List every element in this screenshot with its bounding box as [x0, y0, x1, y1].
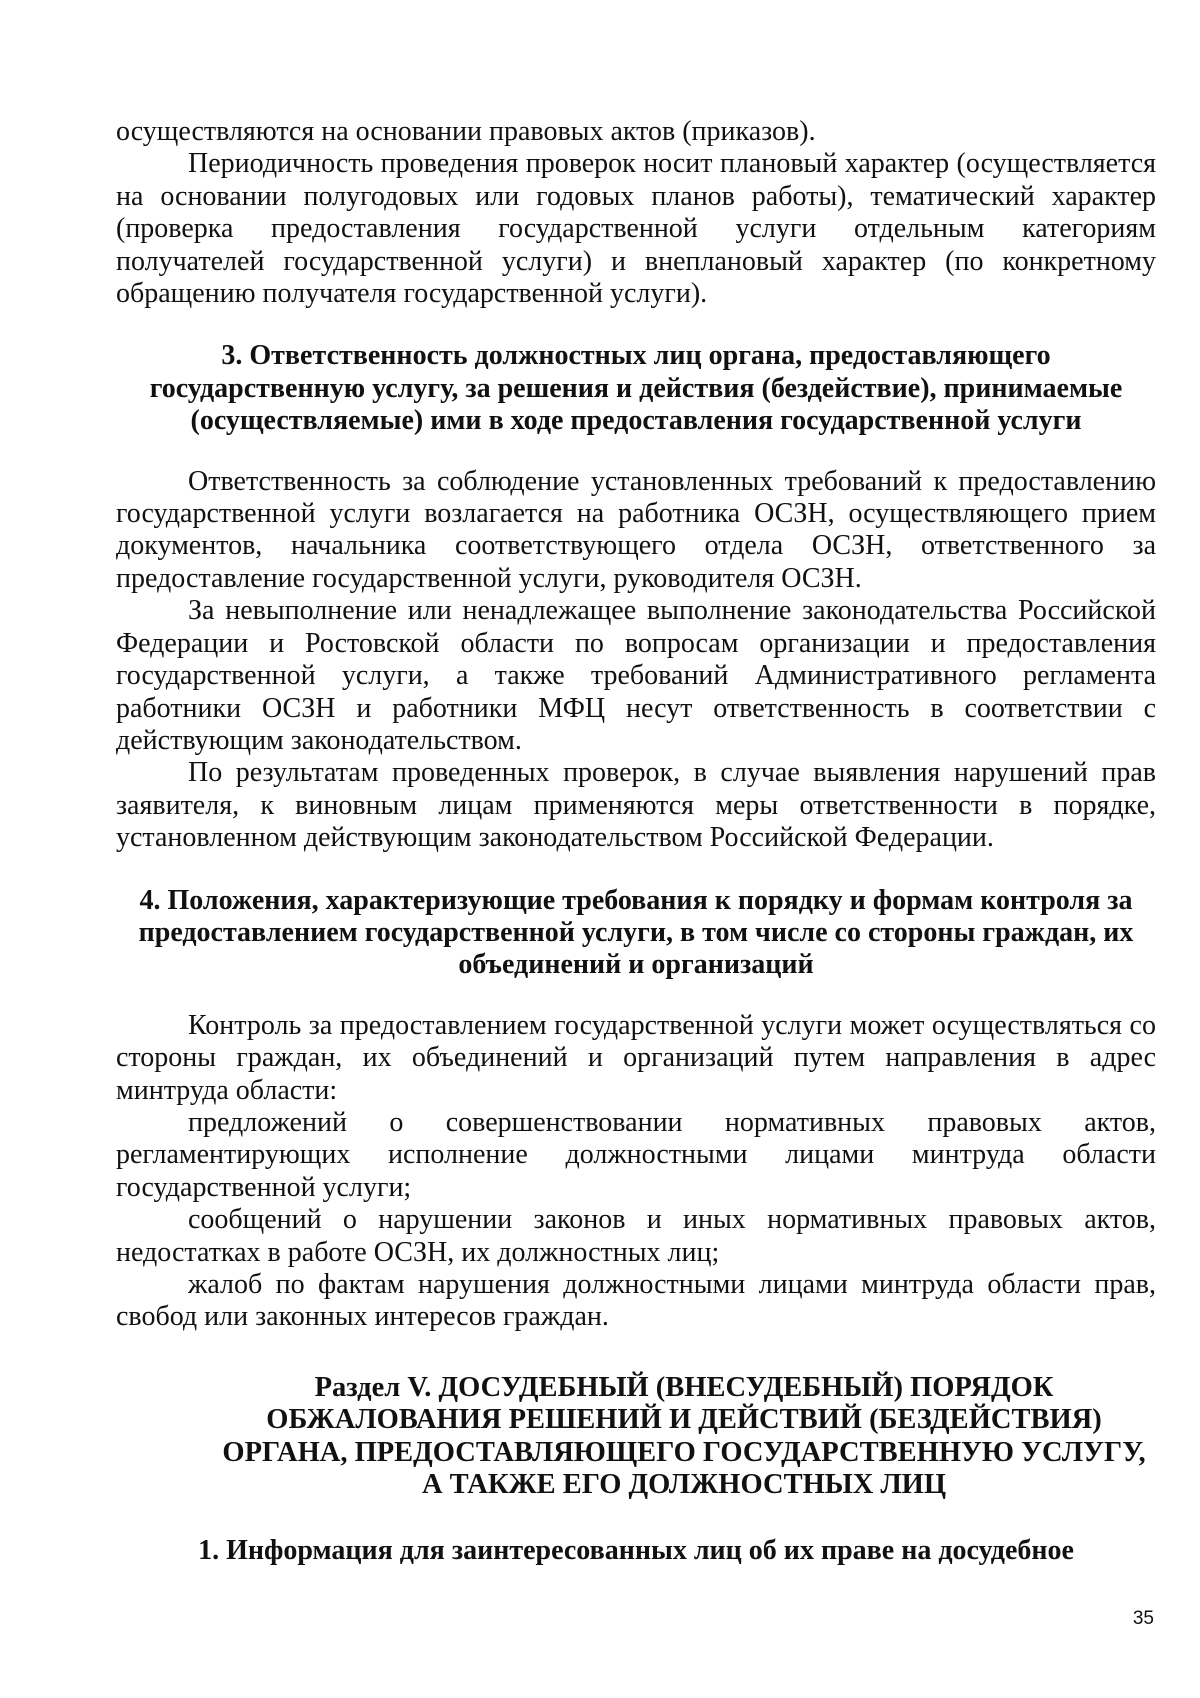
paragraph-periodicity: Периодичность проведения проверок носит плановый характер (осуществляется на основании полугодовых или годовых планов работы), тематический характер (проверка предоставления государственной услуги отдельным категориям получателей государственной услуги) и внеплановый характер (по конкретному обращению получателя государственной услуги). [116, 148, 1156, 310]
spacer [116, 310, 1156, 340]
paragraph-continuation: осуществляются на основании правовых актов (приказов). [116, 116, 816, 147]
section-3-paragraph: Ответственность за соблюдение установленных требований к предоставлению государственной услуги возлагается на работника ОСЗН, осуществляющего прием документов, начальника соответствующего отдела ОСЗН, ответственного за предоставление государственной услуги, руководителя ОСЗН. [116, 465, 1156, 594]
spacer [116, 1501, 1156, 1535]
section-3-paragraph: За невыполнение или ненадлежащее выполнение законодательства Российской Федерации и Ростовской области по вопросам организации и предоставления государственной услуги, а также требований Административного регламента работники ОСЗН и работники МФЦ несут ответственность в соответствии с действующим законодательством. [116, 595, 1156, 756]
page-content [116, 116, 1156, 1568]
section-4-list-item: жалоб по фактам нарушения должностными лицами минтруда области прав, свобод или законных интересов граждан. [116, 1269, 1156, 1333]
section-5-subheading: 1. Информация для заинтересованных лиц об их праве на досудебное [198, 1535, 1074, 1567]
spacer [116, 982, 1156, 1010]
spacer [116, 1334, 1156, 1372]
section-4-paragraph: Контроль за предоставлением государственной услуги может осуществляться со стороны граждан, их объединений и организаций путем направления в адрес минтруда области: [116, 1009, 1156, 1106]
spacer [116, 438, 1156, 466]
page-number: 35 [1132, 1608, 1154, 1629]
section-4-list-item: сообщений о нарушении законов и иных нормативных правовых актов, недостатках в работе ОСЗН, их должностных лиц; [116, 1204, 1156, 1268]
section-4-list-item: предложений о совершенствовании нормативных правовых актов, регламентирующих исполнение должностными лицами минтруда области государственной услуги; [116, 1106, 1156, 1203]
section-4-heading: 4. Положения, характеризующие требования к порядку и формам контроля за предоставлением государственной услуги, в том числе со стороны граждан, их объединений и организаций [138, 884, 1134, 981]
section-5-heading: Раздел V. ДОСУДЕБНЫЙ (ВНЕСУДЕБНЫЙ) ПОРЯДОК ОБЖАЛОВАНИЯ РЕШЕНИЙ И ДЕЙСТВИЙ (БЕЗДЕЙСТВИЯ) ОРГАНА, ПРЕДОСТАВЛЯЮЩЕГО ГОСУДАРСТВЕННУЮ УСЛУГУ, А ТАКЖЕ ЕГО ДОЛЖНОСТНЫХ ЛИЦ [222, 1371, 1146, 1501]
spacer [116, 855, 1156, 885]
section-3-heading: 3. Ответственность должностных лиц органа, предоставляющего государственную услугу, за решения и действия (бездействие), принимаемые (осуществляемые) ими в ходе предоставления государственной услуги [149, 340, 1123, 437]
section-3-paragraph: По результатам проведенных проверок, в случае выявления нарушений прав заявителя, к виновным лицам применяются меры ответственности в порядке, установленном действующим законодательством Российской Федерации. [116, 757, 1156, 854]
